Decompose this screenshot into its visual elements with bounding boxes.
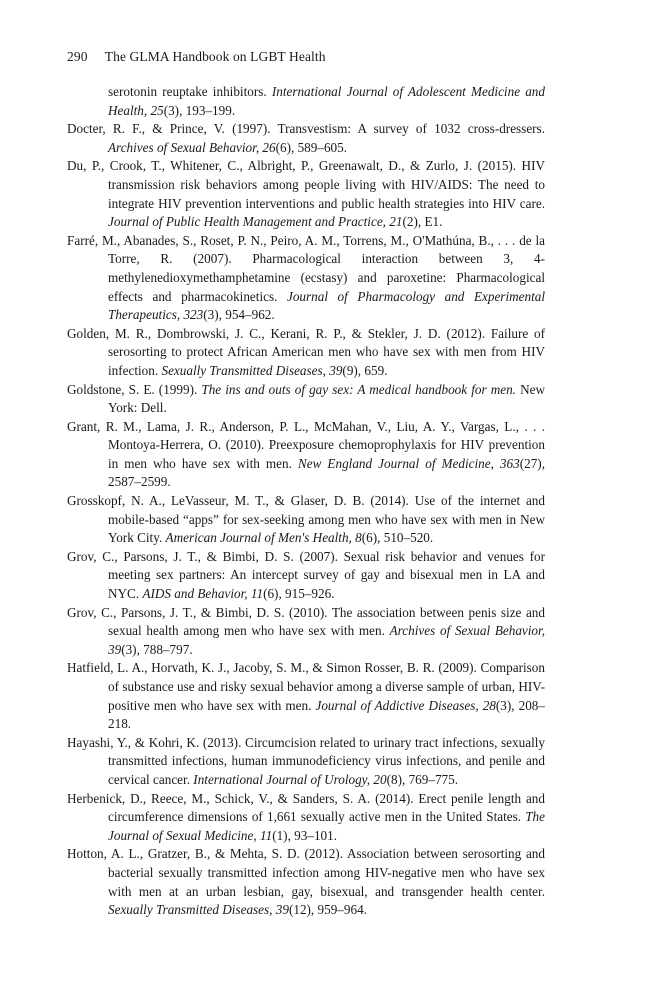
- reference-entry: Grant, R. M., Lama, J. R., Anderson, P. L., McMahan, V., Liu, A. Y., Vargas, L., . . . Montoya-Herrera, O. (2010). Preexposure chemoprophylaxis for HIV prevention in men who have sex with men. New England Journal of Medicine, 363(27), 2587–2599.: [67, 418, 545, 490]
- reference-entry: Farré, M., Abanades, S., Roset, P. N., Peiro, A. M., Torrens, M., O'Mathúna, B., . . . de la Torre, R. (2007). Pharmacological interaction between 3, 4-methylenedioxymethamphetamine (ecstasy) and paroxetine: Pharmacological effects and pharmacokinetics. Journal of Pharmacology and Experimental Therapeutics, 323(3), 954–962.: [67, 232, 545, 323]
- reference-entry: Hotton, A. L., Gratzer, B., & Mehta, S. D. (2012). Association between serosorting and bacterial sexually transmitted infection among HIV-negative men who have sex with men at an urban lesbian, gay, bisexual, and transgender health center. Sexually Transmitted Diseases, 39(12), 959–964.: [67, 846, 545, 918]
- running-header: [67, 49, 326, 65]
- reference-list: [67, 83, 545, 920]
- page-number: 290: [67, 49, 88, 64]
- reference-entry: Grosskopf, N. A., LeVasseur, M. T., & Glaser, D. B. (2014). Use of the internet and mobile-based “apps” for sex-seeking among men who have sex with men in New York City. American Journal of Men's Health, 8(6), 510–520.: [67, 493, 545, 546]
- reference-entry: Goldstone, S. E. (1999). The ins and outs of gay sex: A medical handbook for men. New York: Dell.: [67, 381, 545, 416]
- reference-entry: Grov, C., Parsons, J. T., & Bimbi, D. S. (2010). The association between penis size and sexual health among men who have sex with men. Archives of Sexual Behavior, 39(3), 788–797.: [67, 604, 545, 657]
- reference-entry: Docter, R. F., & Prince, V. (1997). Transvestism: A survey of 1032 cross-dressers. Archives of Sexual Behavior, 26(6), 589–605.: [67, 121, 545, 155]
- running-title: The GLMA Handbook on LGBT Health: [104, 49, 326, 64]
- reference-entry: Du, P., Crook, T., Whitener, C., Albright, P., Greenawalt, D., & Zurlo, J. (2015). HIV transmission risk behaviors among people living with HIV/AIDS: The need to integrate HIV prevention interventions and public health strategies into HIV care. Journal of Public Health Management and Practice, 21(2), E1.: [67, 158, 545, 230]
- reference-entry: Grov, C., Parsons, J. T., & Bimbi, D. S. (2007). Sexual risk behavior and venues for meeting sex partners: An intercept survey of gay and bisexual men in LA and NYC. AIDS and Behavior, 11(6), 915–926.: [67, 548, 545, 602]
- reference-entry: serotonin reuptake inhibitors. International Journal of Adolescent Medicine and Health, 25(3), 193–199.: [108, 84, 545, 118]
- reference-entry: Hayashi, Y., & Kohri, K. (2013). Circumcision related to urinary tract infections, sexually transmitted infections, human immunodeficiency virus infections, and penile and cervical cancer. International Journal of Urology, 20(8), 769–775.: [67, 734, 545, 787]
- reference-entry: Herbenick, D., Reece, M., Schick, V., & Sanders, S. A. (2014). Erect penile length and circumference dimensions of 1,661 sexually active men in the United States. The Journal of Sexual Medicine, 11(1), 93–101.: [67, 790, 545, 843]
- reference-entry: Golden, M. R., Dombrowski, J. C., Kerani, R. P., & Stekler, J. D. (2012). Failure of serosorting to protect African American men who have sex with men from HIV infection. Sexually Transmitted Diseases, 39(9), 659.: [67, 325, 545, 378]
- reference-entry: Hatfield, L. A., Horvath, K. J., Jacoby, S. M., & Simon Rosser, B. R. (2009). Comparison of substance use and risky sexual behavior among a diverse sample of urban, HIV-positive men who have sex with men. Journal of Addictive Diseases, 28(3), 208–218.: [67, 660, 545, 732]
